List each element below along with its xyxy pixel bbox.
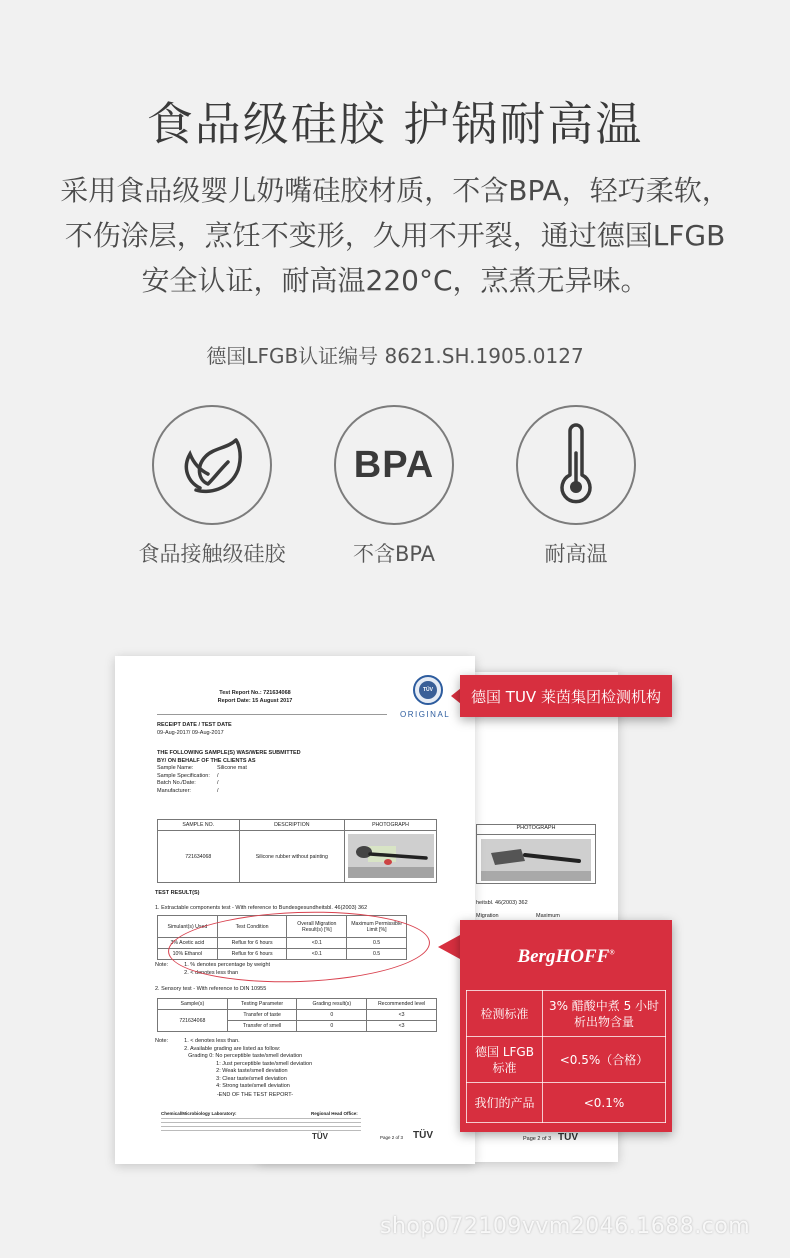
badge-label-food-grade: 食品接触级硅胶	[138, 542, 286, 566]
spatula-photo	[348, 834, 434, 878]
test2-notes	[155, 1038, 312, 1091]
photo-cell	[345, 831, 437, 883]
registered-mark: ®	[609, 948, 615, 957]
table-cell: 0.5	[347, 938, 407, 949]
back-page-number: Page 2 of 3	[523, 1136, 552, 1142]
table-cell: Reflux for 6 hours	[217, 938, 287, 949]
brand-logo	[460, 946, 672, 968]
tuv-logo	[413, 675, 443, 705]
table-cell: Transfer of smell	[227, 1021, 297, 1032]
field-label: Sample Specification:	[157, 772, 210, 779]
heat-resistant-badge	[516, 405, 636, 525]
table-header: Grading result(s)	[297, 999, 367, 1010]
back-reference-text: heitsbl. 46(2003) 362	[476, 900, 528, 906]
sample-table	[157, 819, 437, 883]
thermometer-icon	[556, 423, 596, 507]
table-cell: 3% Acetic acid	[158, 938, 218, 949]
receipt-heading: RECEIPT DATE / TEST DATE	[157, 722, 232, 728]
note-label: Note:	[155, 1038, 169, 1044]
footer-lab: Chemical/Microbiology Laboratory:	[161, 1111, 237, 1116]
note-line: 3: Clear taste/smell deviation	[216, 1075, 287, 1082]
note-line: 1. < denotes less than.	[184, 1038, 240, 1044]
test-report-front-page	[115, 656, 475, 1164]
field-value: Silicone mat	[217, 765, 247, 771]
original-stamp: ORIGINAL	[400, 710, 451, 719]
table-header: Simulant(s) Used	[158, 916, 218, 938]
table-cell: 10% Ethanol	[158, 949, 218, 960]
table-cell: Transfer of taste	[227, 1010, 297, 1021]
brand-name: BergHOFF	[517, 946, 610, 967]
table-cell: <0.1	[287, 938, 347, 949]
table-header: Recommended level	[367, 999, 437, 1010]
field-value: /	[217, 787, 219, 794]
leaf-icon	[178, 434, 246, 496]
table-header: Test Condition	[217, 916, 287, 938]
badge-label-bpa-free: 不含BPA	[352, 542, 436, 566]
bpa-icon: BPA	[353, 443, 435, 486]
receipt-section	[157, 722, 232, 737]
back-tuv-mark: TÜV	[558, 1132, 578, 1143]
badge-label-heat-resistant: 耐高温	[544, 542, 608, 566]
table-header: DESCRIPTION	[239, 820, 344, 831]
footer-text-lines	[161, 1118, 361, 1132]
receipt-value: 09-Aug-2017/ 09-Aug-2017	[157, 729, 224, 736]
back-photo-header: PHOTOGRAPH	[477, 825, 595, 835]
spec-label: 检测标准	[467, 991, 543, 1037]
sample-fields	[157, 765, 301, 795]
table-cell: 721634068	[158, 831, 240, 883]
table-cell: 721634068	[158, 1010, 228, 1032]
table-cell: Reflux for 6 hours	[217, 949, 287, 960]
table-header: Sample(s)	[158, 999, 228, 1010]
report-date: Report Date: 15 August 2017	[217, 697, 293, 704]
back-sample-table	[476, 824, 596, 884]
table-header: Testing Parameter	[227, 999, 297, 1010]
table-header: Maximum Permissible Limit [%]	[347, 916, 407, 938]
note-line: 1: Just perceptible taste/smell deviation	[216, 1060, 313, 1067]
table-cell: 0	[297, 1021, 367, 1032]
table-header: SAMPLE NO.	[158, 820, 240, 831]
spec-value: <0.5%（合格）	[543, 1037, 666, 1083]
table-header: Overall Migration Result(s) [%]	[287, 916, 347, 938]
berghoff-spec-callout	[460, 920, 672, 1132]
samples-heading-1: THE FOLLOWING SAMPLE(S) WAS/WERE SUBMITTED	[157, 750, 301, 756]
page-title: 食品级硅胶 护锅耐高温	[146, 97, 644, 151]
note-line: 2: Weak taste/smell deviation	[216, 1068, 288, 1074]
certification-number: 德国LFGB认证编号 8621.SH.1905.0127	[206, 344, 584, 368]
food-grade-badge	[152, 405, 272, 525]
table-cell: Silicone rubber without painting	[239, 831, 344, 883]
field-label: Manufacturer:	[157, 787, 191, 794]
test-result-heading: TEST RESULT(S)	[155, 890, 200, 896]
test1-title: 1. Extractable components test - With reference to Bundesgesundheitsbl. 46(2003) 362	[155, 905, 368, 911]
page-number: Page 2 of 3	[380, 1135, 404, 1140]
tuv-logo-mark: TÜV	[419, 681, 437, 699]
back-spatula-photo	[481, 839, 591, 881]
tuv-callout: 德国 TUV 莱茵集团检测机构	[460, 675, 672, 717]
note-line: 2. < denotes less than	[184, 969, 239, 976]
table-header: PHOTOGRAPH	[345, 820, 437, 831]
note-line: 1. % denotes percentage by weight	[184, 962, 271, 968]
field-label: Batch No./Date:	[157, 780, 196, 786]
field-label: Sample Name:	[157, 765, 194, 771]
report-number: Test Report No.: 721634068	[219, 690, 291, 696]
field-value: /	[217, 772, 219, 779]
note-label: Note:	[155, 962, 169, 968]
table-cell: <0.1	[287, 949, 347, 960]
header-divider	[157, 714, 387, 715]
bpa-free-badge	[334, 405, 454, 525]
spec-value: <0.1%	[543, 1083, 666, 1123]
report-header	[115, 690, 395, 705]
product-description: 采用食品级婴儿奶嘴硅胶材质，不含BPA，轻巧柔软，不伤涂层，烹饪不变形，久用不开裂，通过德国LFGB安全认证，耐高温220°C，烹煮无异味。	[60, 174, 730, 297]
note-line: Grading 0: No perceptible taste/smell deviation	[188, 1053, 303, 1059]
footer-office: Regional Head Office:	[311, 1111, 358, 1116]
end-of-report: -END OF THE TEST REPORT-	[216, 1092, 294, 1098]
samples-section	[157, 750, 301, 795]
callout-big-arrow	[438, 935, 460, 959]
table-cell: 0	[297, 1010, 367, 1021]
note-line: 4: Strong taste/smell deviation	[216, 1083, 290, 1089]
spec-label: 我们的产品	[467, 1083, 543, 1123]
note-line: 2. Available grading are listed as follow:	[184, 1045, 281, 1052]
samples-heading-2: BY/ ON BEHALF OF THE CLIENTS AS	[157, 757, 256, 764]
tuv-mark: TÜV	[413, 1130, 433, 1141]
spec-value: 3% 醋酸中煮 5 小时析出物含量	[543, 991, 666, 1037]
test2-title: 2. Sensory test - With reference to DIN 10955	[155, 986, 267, 992]
table-cell: 0.5	[347, 949, 407, 960]
back-maximum-header: Maximum	[536, 913, 560, 919]
shop-watermark: shop072109vvm2046.1688.com	[380, 1214, 751, 1239]
table-cell: <3	[367, 1010, 437, 1021]
sensory-test-table	[157, 998, 437, 1032]
field-value: /	[217, 780, 219, 786]
spec-label: 德国 LFGB 标准	[467, 1037, 543, 1083]
tuv-footer-mark: TÜV	[312, 1132, 328, 1141]
spec-table	[466, 990, 666, 1123]
back-migration-header: Migration	[476, 913, 499, 919]
table-cell: <3	[367, 1021, 437, 1032]
